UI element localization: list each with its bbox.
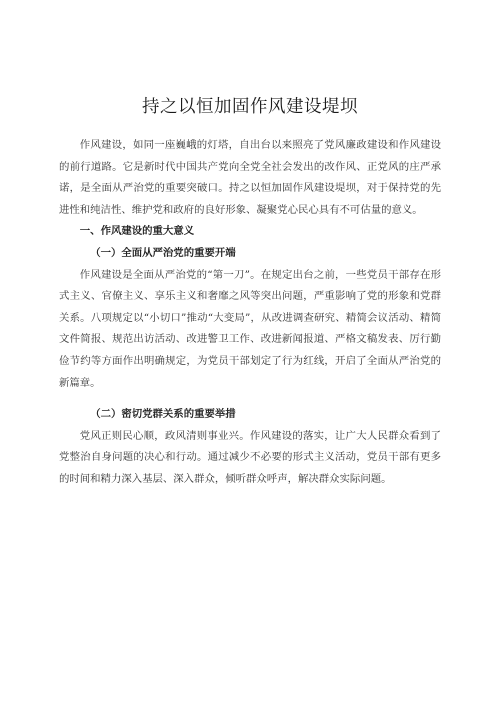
subsection-paragraph: 党风正则民心顺，政风清则事业兴。作风建设的落实，让广大人民群众看到了党整治自身问题的决心和行动。通过减少不必要的形式主义活动，党员干部有更多的时间和精力深入基层、深入群众，倾听群众呼声，解决群众实际问题。: [59, 429, 441, 485]
document-body: [59, 135, 441, 491]
subsection-paragraph: 作风建设是全面从严治党的“第一刀”。在规定出台之前，一些党员干部存在形式主义、官僚主义、享乐主义和奢靡之风等突出问题，严重影响了党的形象和党群关系。八项规定以“小切口”推动“大变局”，从改进调查研究、精简会议活动、精简文件简报、规范出访活动、改进警卫工作、改进新闻报道、严格文稿发表、厉行勤俭节约等方面作出明确规定，为党员干部划定了行为红线，开启了全面从严治党的新篇章。: [59, 268, 441, 389]
subsection-heading: （二）密切党群关系的重要举措: [90, 408, 236, 421]
section-heading: 一、作风建设的重大意义: [79, 225, 195, 238]
subsection-heading: （一）全面从严治党的重要开端: [90, 246, 236, 259]
document-title: 持之以恒加固作风建设堤坝: [142, 97, 358, 117]
intro-paragraph: 作风建设，如同一座巍峨的灯塔，自出台以来照亮了党风廉政建设和作风建设的前行道路。它是新时代中国共产党向全党全社会发出的改作风、正党风的庄严承诺，是全面从严治党的重要突破口。持之以恒加固作风建设堤坝，对于保持党的先进性和纯洁性、维护党和政府的良好形象、凝聚党心民心具有不可估量的意义。: [59, 139, 441, 216]
spacer: [59, 394, 441, 404]
